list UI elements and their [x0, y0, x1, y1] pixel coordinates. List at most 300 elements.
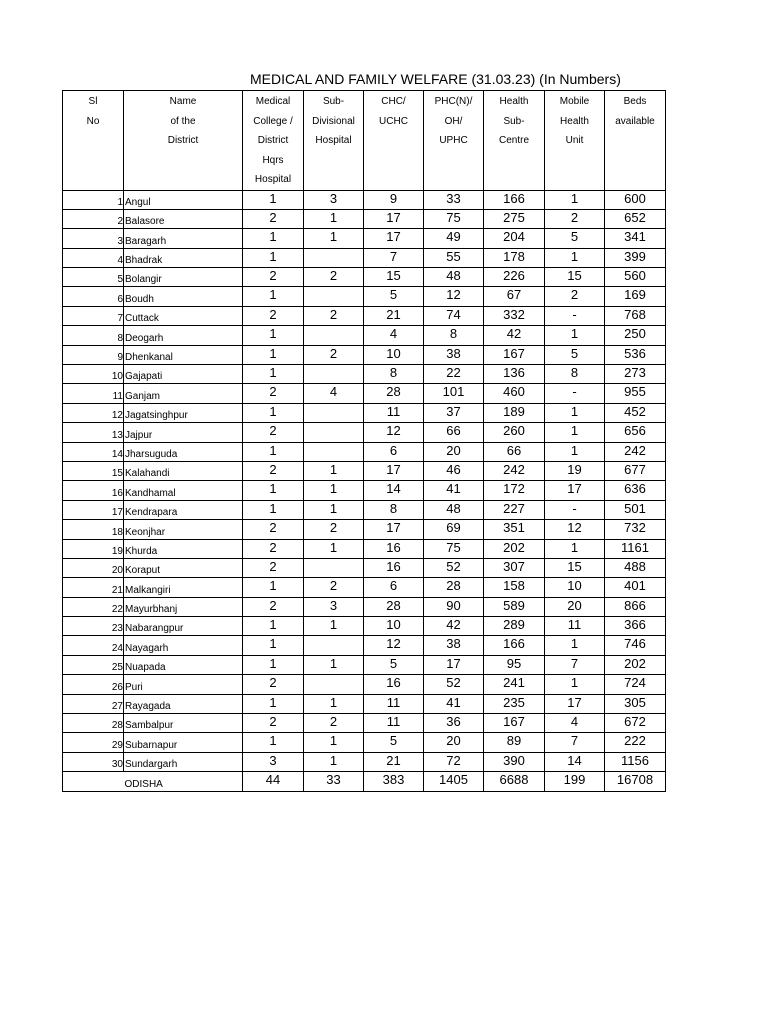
cell-health-sub-centre: 95	[484, 655, 545, 674]
header-line: of the	[170, 115, 196, 127]
cell-health-sub-centre: 242	[484, 461, 545, 480]
cell-sub-divisional-hospital	[304, 326, 364, 345]
cell-sub-divisional-hospital: 1	[304, 733, 364, 752]
cell-sl-no: 18	[63, 520, 124, 539]
cell-district-name: Khurda	[124, 539, 243, 558]
cell-phc-oh-uphc: 74	[424, 306, 484, 325]
cell-chc-uchc: 11	[364, 403, 424, 422]
cell-medical-college: 44	[243, 772, 304, 791]
cell-district-name: Sundargarh	[124, 752, 243, 771]
cell-medical-college: 1	[243, 345, 304, 364]
cell-chc-uchc: 28	[364, 384, 424, 403]
cell-beds-available: 242	[605, 442, 666, 461]
cell-mobile-health-unit: 1	[545, 423, 605, 442]
cell-medical-college: 1	[243, 442, 304, 461]
cell-beds-available: 1161	[605, 539, 666, 558]
cell-health-sub-centre: 178	[484, 248, 545, 267]
cell-chc-uchc: 8	[364, 500, 424, 519]
cell-medical-college: 2	[243, 539, 304, 558]
cell-medical-college: 2	[243, 558, 304, 577]
table-row	[63, 326, 666, 345]
cell-sl-no: 30	[63, 752, 124, 771]
cell-mobile-health-unit: 5	[545, 229, 605, 248]
cell-chc-uchc: 16	[364, 675, 424, 694]
cell-district-name: Deogarh	[124, 326, 243, 345]
cell-mobile-health-unit: 20	[545, 597, 605, 616]
header-line: Hqrs	[262, 154, 284, 166]
cell-district-name: Kalahandi	[124, 461, 243, 480]
cell-beds-available: 732	[605, 520, 666, 539]
cell-chc-uchc: 17	[364, 520, 424, 539]
header-line: No	[86, 115, 100, 127]
cell-beds-available: 866	[605, 597, 666, 616]
table-row	[63, 345, 666, 364]
cell-phc-oh-uphc: 75	[424, 539, 484, 558]
cell-district-name: Nuapada	[124, 655, 243, 674]
cell-health-sub-centre: 6688	[484, 772, 545, 791]
cell-sl-no: 10	[63, 365, 124, 384]
cell-district-name: Balasore	[124, 209, 243, 228]
cell-medical-college: 2	[243, 423, 304, 442]
cell-health-sub-centre: 351	[484, 520, 545, 539]
cell-sub-divisional-hospital: 33	[304, 772, 364, 791]
cell-chc-uchc: 17	[364, 229, 424, 248]
cell-beds-available: 768	[605, 306, 666, 325]
cell-health-sub-centre: 589	[484, 597, 545, 616]
table-row	[63, 655, 666, 674]
table-row	[63, 636, 666, 655]
cell-phc-oh-uphc: 69	[424, 520, 484, 539]
cell-health-sub-centre: 332	[484, 306, 545, 325]
cell-chc-uchc: 5	[364, 733, 424, 752]
cell-health-sub-centre: 307	[484, 558, 545, 577]
cell-mobile-health-unit: 17	[545, 694, 605, 713]
cell-sub-divisional-hospital: 1	[304, 461, 364, 480]
cell-phc-oh-uphc: 20	[424, 733, 484, 752]
header-line: CHC/	[381, 96, 406, 107]
cell-chc-uchc: 11	[364, 714, 424, 733]
header-line: UPHC	[439, 135, 468, 146]
cell-chc-uchc: 16	[364, 558, 424, 577]
cell-medical-college: 1	[243, 248, 304, 267]
header-line: Beds	[623, 96, 647, 107]
table-row	[63, 520, 666, 539]
cell-sub-divisional-hospital: 1	[304, 655, 364, 674]
cell-mobile-health-unit: 1	[545, 190, 605, 209]
cell-chc-uchc: 28	[364, 597, 424, 616]
cell-chc-uchc: 10	[364, 345, 424, 364]
header-line: College /	[253, 115, 293, 127]
header-beds-available	[605, 91, 666, 191]
header-phc-oh-uphc	[424, 91, 484, 191]
cell-health-sub-centre: 390	[484, 752, 545, 771]
header-line: Sub-	[503, 115, 525, 127]
cell-mobile-health-unit: 199	[545, 772, 605, 791]
cell-mobile-health-unit: 2	[545, 209, 605, 228]
cell-chc-uchc: 12	[364, 423, 424, 442]
cell-sub-divisional-hospital: 1	[304, 752, 364, 771]
cell-mobile-health-unit: 10	[545, 578, 605, 597]
cell-phc-oh-uphc: 52	[424, 558, 484, 577]
cell-district-name: Nabarangpur	[124, 617, 243, 636]
cell-sl-no: 28	[63, 714, 124, 733]
cell-medical-college: 1	[243, 636, 304, 655]
header-line: PHC(N)/	[434, 96, 473, 107]
cell-district-name: Koraput	[124, 558, 243, 577]
cell-district-name: Sambalpur	[124, 714, 243, 733]
cell-sl-no: 11	[63, 384, 124, 403]
cell-chc-uchc: 16	[364, 539, 424, 558]
cell-sl-no: 16	[63, 481, 124, 500]
cell-district-name: Bolangir	[124, 268, 243, 287]
cell-district-name: Subarnapur	[124, 733, 243, 752]
cell-chc-uchc: 8	[364, 365, 424, 384]
table-row	[63, 714, 666, 733]
cell-beds-available: 560	[605, 268, 666, 287]
header-line: Name	[169, 96, 197, 107]
cell-phc-oh-uphc: 72	[424, 752, 484, 771]
header-line: Unit	[565, 135, 584, 146]
cell-sl-no: 23	[63, 617, 124, 636]
header-line: Sub-	[322, 96, 345, 107]
cell-sub-divisional-hospital	[304, 287, 364, 306]
cell-medical-college: 1	[243, 578, 304, 597]
cell-district-name: Cuttack	[124, 306, 243, 325]
cell-phc-oh-uphc: 52	[424, 675, 484, 694]
cell-sub-divisional-hospital: 1	[304, 539, 364, 558]
cell-beds-available: 656	[605, 423, 666, 442]
header-line: Centre	[498, 135, 529, 146]
cell-sub-divisional-hospital: 2	[304, 345, 364, 364]
cell-district-name: Dhenkanal	[124, 345, 243, 364]
cell-health-sub-centre: 189	[484, 403, 545, 422]
header-line: Hospital	[254, 174, 292, 185]
cell-sl-no: 4	[63, 248, 124, 267]
table-row	[63, 268, 666, 287]
cell-chc-uchc: 4	[364, 326, 424, 345]
cell-mobile-health-unit: 1	[545, 248, 605, 267]
cell-mobile-health-unit: 1	[545, 403, 605, 422]
cell-mobile-health-unit: 17	[545, 481, 605, 500]
cell-health-sub-centre: 260	[484, 423, 545, 442]
cell-sl-no: 13	[63, 423, 124, 442]
header-line: Health	[499, 96, 529, 107]
cell-phc-oh-uphc: 90	[424, 597, 484, 616]
table-row	[63, 558, 666, 577]
table-row	[63, 229, 666, 248]
cell-beds-available: 169	[605, 287, 666, 306]
cell-beds-available: 636	[605, 481, 666, 500]
cell-sl-no: 20	[63, 558, 124, 577]
cell-sl-no: 27	[63, 694, 124, 713]
table-row	[63, 365, 666, 384]
cell-sub-divisional-hospital: 4	[304, 384, 364, 403]
cell-medical-college: 1	[243, 190, 304, 209]
cell-district-name: Boudh	[124, 287, 243, 306]
cell-mobile-health-unit: 1	[545, 442, 605, 461]
cell-sl-no: 8	[63, 326, 124, 345]
cell-sub-divisional-hospital	[304, 558, 364, 577]
cell-sl-no: 21	[63, 578, 124, 597]
cell-district-name: Puri	[124, 675, 243, 694]
cell-sub-divisional-hospital	[304, 675, 364, 694]
cell-health-sub-centre: 66	[484, 442, 545, 461]
cell-beds-available: 672	[605, 714, 666, 733]
cell-phc-oh-uphc: 17	[424, 655, 484, 674]
cell-beds-available: 724	[605, 675, 666, 694]
cell-health-sub-centre: 136	[484, 365, 545, 384]
table-row	[63, 306, 666, 325]
cell-sub-divisional-hospital: 2	[304, 306, 364, 325]
cell-beds-available: 401	[605, 578, 666, 597]
header-row	[63, 91, 666, 191]
cell-chc-uchc: 21	[364, 752, 424, 771]
header-line: Mobile	[559, 96, 590, 107]
cell-medical-college: 2	[243, 209, 304, 228]
cell-chc-uchc: 5	[364, 287, 424, 306]
cell-phc-oh-uphc: 38	[424, 345, 484, 364]
cell-phc-oh-uphc: 36	[424, 714, 484, 733]
cell-chc-uchc: 11	[364, 694, 424, 713]
cell-chc-uchc: 17	[364, 461, 424, 480]
cell-sl-no: 5	[63, 268, 124, 287]
cell-beds-available: 273	[605, 365, 666, 384]
cell-medical-college: 2	[243, 675, 304, 694]
cell-district-name: Bhadrak	[124, 248, 243, 267]
cell-beds-available: 501	[605, 500, 666, 519]
cell-district-name: Kendrapara	[124, 500, 243, 519]
cell-health-sub-centre: 227	[484, 500, 545, 519]
cell-sl-no: 12	[63, 403, 124, 422]
table-row	[63, 500, 666, 519]
cell-mobile-health-unit: 5	[545, 345, 605, 364]
cell-phc-oh-uphc: 8	[424, 326, 484, 345]
cell-phc-oh-uphc: 66	[424, 423, 484, 442]
cell-district-name: Ganjam	[124, 384, 243, 403]
cell-sub-divisional-hospital	[304, 636, 364, 655]
table-row	[63, 694, 666, 713]
cell-chc-uchc: 15	[364, 268, 424, 287]
header-line: District	[167, 135, 199, 146]
cell-medical-college: 3	[243, 752, 304, 771]
table-row	[63, 423, 666, 442]
cell-mobile-health-unit: 1	[545, 675, 605, 694]
cell-phc-oh-uphc: 48	[424, 500, 484, 519]
cell-sl-no: 22	[63, 597, 124, 616]
header-sub-divisional-hospital	[304, 91, 364, 191]
cell-health-sub-centre: 172	[484, 481, 545, 500]
cell-sl-no: 14	[63, 442, 124, 461]
header-line: OH/	[444, 115, 463, 127]
cell-sub-divisional-hospital: 1	[304, 694, 364, 713]
cell-beds-available: 250	[605, 326, 666, 345]
cell-health-sub-centre: 166	[484, 636, 545, 655]
cell-sl-no: 3	[63, 229, 124, 248]
cell-mobile-health-unit: 19	[545, 461, 605, 480]
cell-sl-no: 24	[63, 636, 124, 655]
cell-medical-college: 2	[243, 306, 304, 325]
cell-beds-available: 600	[605, 190, 666, 209]
cell-mobile-health-unit: 4	[545, 714, 605, 733]
cell-mobile-health-unit: 7	[545, 733, 605, 752]
header-health-sub-centre	[484, 91, 545, 191]
table-row	[63, 403, 666, 422]
cell-sl-no: 15	[63, 461, 124, 480]
cell-phc-oh-uphc: 20	[424, 442, 484, 461]
cell-district-name: Rayagada	[124, 694, 243, 713]
cell-health-sub-centre: 158	[484, 578, 545, 597]
cell-sub-divisional-hospital: 1	[304, 500, 364, 519]
table-row	[63, 675, 666, 694]
cell-mobile-health-unit: -	[545, 384, 605, 403]
cell-mobile-health-unit: 1	[545, 326, 605, 345]
header-line: District	[257, 135, 289, 146]
cell-medical-college: 1	[243, 326, 304, 345]
cell-district-name: Gajapati	[124, 365, 243, 384]
cell-medical-college: 2	[243, 384, 304, 403]
cell-mobile-health-unit: 12	[545, 520, 605, 539]
table-row	[63, 617, 666, 636]
cell-chc-uchc: 12	[364, 636, 424, 655]
cell-beds-available: 222	[605, 733, 666, 752]
cell-district-name: Malkangiri	[124, 578, 243, 597]
cell-sl-no: 2	[63, 209, 124, 228]
table-row	[63, 539, 666, 558]
header-line: Health	[560, 115, 589, 127]
cell-mobile-health-unit: 2	[545, 287, 605, 306]
cell-health-sub-centre: 67	[484, 287, 545, 306]
cell-health-sub-centre: 167	[484, 714, 545, 733]
cell-sub-divisional-hospital: 1	[304, 229, 364, 248]
cell-beds-available: 366	[605, 617, 666, 636]
cell-health-sub-centre: 167	[484, 345, 545, 364]
cell-medical-college: 1	[243, 500, 304, 519]
cell-beds-available: 536	[605, 345, 666, 364]
cell-mobile-health-unit: 1	[545, 539, 605, 558]
cell-medical-college: 2	[243, 714, 304, 733]
cell-mobile-health-unit: 15	[545, 268, 605, 287]
cell-medical-college: 1	[243, 617, 304, 636]
cell-phc-oh-uphc: 22	[424, 365, 484, 384]
cell-medical-college: 1	[243, 403, 304, 422]
cell-medical-college: 1	[243, 694, 304, 713]
cell-sl-no: 19	[63, 539, 124, 558]
cell-medical-college: 1	[243, 287, 304, 306]
facilities-table	[62, 90, 666, 792]
cell-phc-oh-uphc: 101	[424, 384, 484, 403]
cell-sl-no: 9	[63, 345, 124, 364]
cell-health-sub-centre: 204	[484, 229, 545, 248]
cell-phc-oh-uphc: 37	[424, 403, 484, 422]
cell-sl-no	[63, 772, 124, 791]
cell-phc-oh-uphc: 42	[424, 617, 484, 636]
cell-phc-oh-uphc: 38	[424, 636, 484, 655]
cell-sl-no: 25	[63, 655, 124, 674]
cell-phc-oh-uphc: 75	[424, 209, 484, 228]
table-row	[63, 752, 666, 771]
cell-beds-available: 652	[605, 209, 666, 228]
header-line: Medical	[255, 96, 291, 107]
header-chc-uchc	[364, 91, 424, 191]
header-medical-college	[243, 91, 304, 191]
header-line: Hospital	[315, 135, 352, 146]
cell-phc-oh-uphc: 41	[424, 481, 484, 500]
cell-medical-college: 2	[243, 461, 304, 480]
cell-district-name: Nayagarh	[124, 636, 243, 655]
cell-medical-college: 1	[243, 655, 304, 674]
table-row	[63, 384, 666, 403]
cell-beds-available: 955	[605, 384, 666, 403]
cell-medical-college: 1	[243, 733, 304, 752]
cell-sub-divisional-hospital: 3	[304, 190, 364, 209]
cell-chc-uchc: 10	[364, 617, 424, 636]
cell-chc-uchc: 21	[364, 306, 424, 325]
cell-chc-uchc: 6	[364, 578, 424, 597]
header-line: Divisional	[312, 115, 355, 127]
cell-district-name: Angul	[124, 190, 243, 209]
cell-phc-oh-uphc: 1405	[424, 772, 484, 791]
table-row	[63, 287, 666, 306]
table-row	[63, 461, 666, 480]
cell-district-name: Keonjhar	[124, 520, 243, 539]
cell-beds-available: 341	[605, 229, 666, 248]
cell-beds-available: 16708	[605, 772, 666, 791]
table-row	[63, 248, 666, 267]
cell-district-name: Baragarh	[124, 229, 243, 248]
cell-beds-available: 452	[605, 403, 666, 422]
cell-medical-college: 1	[243, 229, 304, 248]
table-row	[63, 733, 666, 752]
cell-medical-college: 2	[243, 597, 304, 616]
cell-mobile-health-unit: -	[545, 500, 605, 519]
cell-sub-divisional-hospital: 2	[304, 714, 364, 733]
cell-phc-oh-uphc: 28	[424, 578, 484, 597]
cell-beds-available: 746	[605, 636, 666, 655]
total-row	[63, 772, 666, 791]
cell-sl-no: 17	[63, 500, 124, 519]
cell-beds-available: 399	[605, 248, 666, 267]
header-line: available	[615, 115, 655, 127]
cell-phc-oh-uphc: 33	[424, 190, 484, 209]
table-title: MEDICAL AND FAMILY WELFARE (31.03.23) (In Numbers)	[250, 71, 621, 87]
cell-health-sub-centre: 460	[484, 384, 545, 403]
cell-sl-no: 26	[63, 675, 124, 694]
table-row	[63, 442, 666, 461]
cell-medical-college: 1	[243, 481, 304, 500]
cell-chc-uchc: 6	[364, 442, 424, 461]
cell-chc-uchc: 5	[364, 655, 424, 674]
cell-sl-no: 29	[63, 733, 124, 752]
cell-medical-college: 2	[243, 520, 304, 539]
cell-health-sub-centre: 202	[484, 539, 545, 558]
cell-phc-oh-uphc: 12	[424, 287, 484, 306]
cell-chc-uchc: 7	[364, 248, 424, 267]
cell-sl-no: 7	[63, 306, 124, 325]
cell-sub-divisional-hospital: 3	[304, 597, 364, 616]
cell-phc-oh-uphc: 48	[424, 268, 484, 287]
cell-mobile-health-unit: 11	[545, 617, 605, 636]
cell-beds-available: 202	[605, 655, 666, 674]
cell-sub-divisional-hospital	[304, 365, 364, 384]
cell-mobile-health-unit: 1	[545, 636, 605, 655]
cell-district-name: Jharsuguda	[124, 442, 243, 461]
cell-mobile-health-unit: -	[545, 306, 605, 325]
table-row	[63, 597, 666, 616]
cell-medical-college: 2	[243, 268, 304, 287]
cell-sub-divisional-hospital: 2	[304, 578, 364, 597]
cell-health-sub-centre: 166	[484, 190, 545, 209]
cell-mobile-health-unit: 8	[545, 365, 605, 384]
